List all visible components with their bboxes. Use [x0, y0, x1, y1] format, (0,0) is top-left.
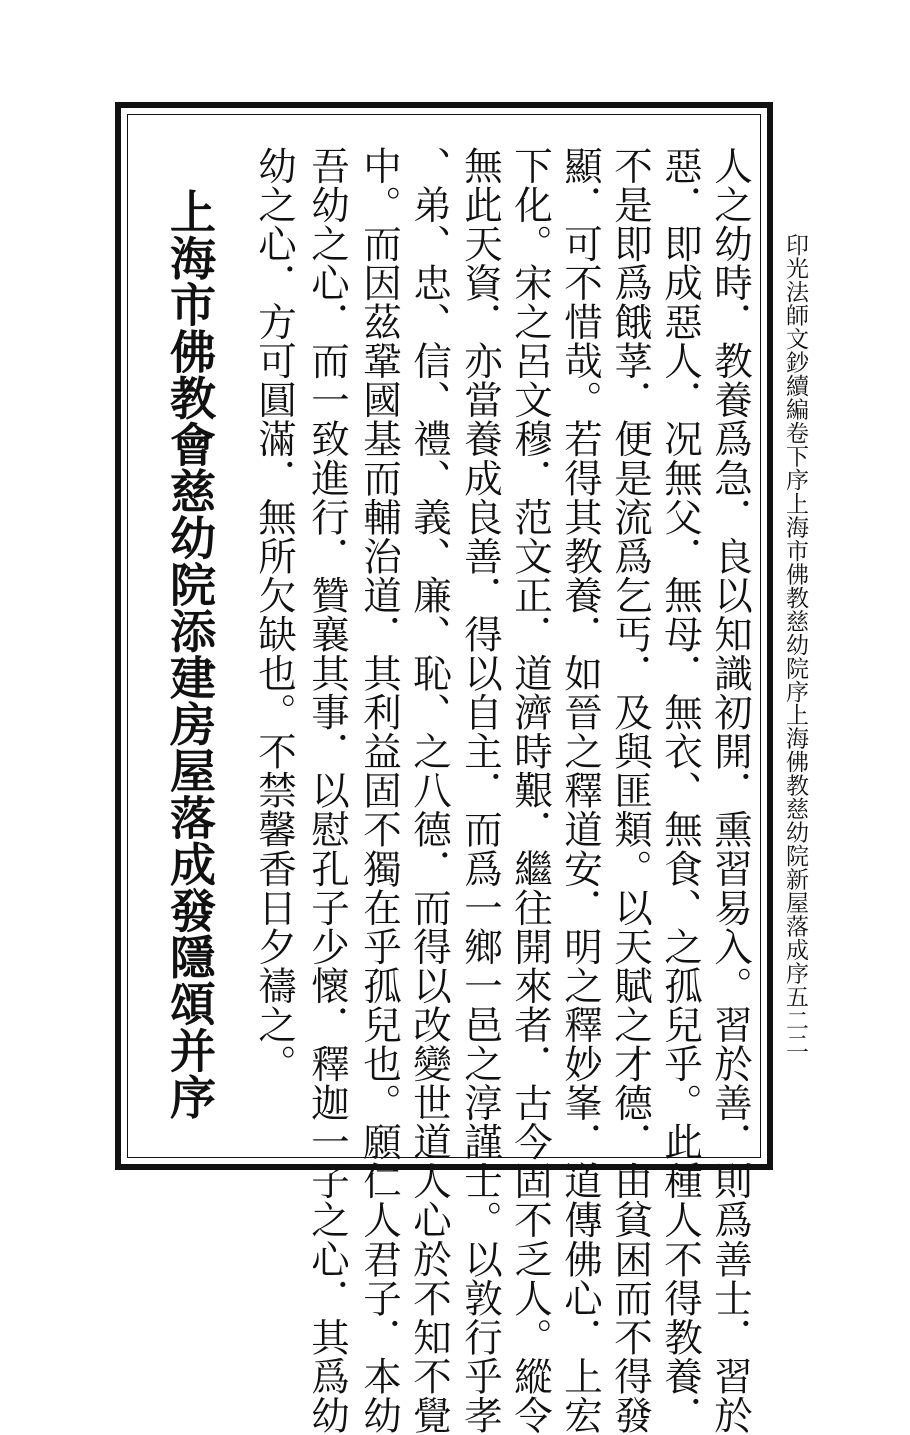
body-column-7: 、弟、忠、信、禮、義、廉、恥、之八德．而得以改變世道人心於不知不覺 [407, 146, 452, 1435]
body-column-4: 顯．可不惜哉。若得其教養．如晉之釋道安．明之釋妙峯．道傳佛心．上宏 [558, 146, 603, 1435]
body-column-6: 無此天資．亦當養成良善．得以自主．而爲一鄉一邑之淳謹士。以敦行乎孝 [458, 146, 503, 1435]
running-header [780, 233, 806, 1056]
body-column-1: 人之幼時．教養爲急．良以知識初開．熏習易入。習於善．則爲善士．習於 [708, 146, 753, 1435]
header-doc-title: 上海市佛教慈幼院序 [782, 491, 808, 703]
section-title: 上海市佛教會慈幼院添建房屋落成發隱頌并序 [163, 188, 217, 1120]
header-section: 序 [782, 468, 808, 492]
body-column-10: 幼之心．方可圓滿．無所欠缺也。不禁馨香日夕禱之。 [252, 146, 297, 1084]
body-column-9: 吾幼之心．而一致進行．贊襄其事．以慰孔子少懷．釋迦一子之心．其爲幼 [305, 146, 350, 1435]
header-book: 印光法師文鈔續編卷下 [782, 233, 808, 468]
body-column-5: 下化。宋之呂文穆．范文正．道濟時艱．繼往開來者．古今固不乏人。縱令 [508, 146, 553, 1435]
body-column-2: 惡．即成惡人．况無父．無母．無衣、無食、之孤兒乎。此種人不得教養． [658, 146, 703, 1435]
body-column-8: 中。而因茲鞏國基而輔治道．其利益固不獨在乎孤兒也。願仁人君子．本幼 [357, 146, 402, 1435]
body-column-3: 不是即爲餓莩．便是流爲乞丐．及與匪類。以天賦之才德．由貧困而不得發 [608, 146, 653, 1435]
header-next-title: 上海佛教慈幼院新屋落成序 [782, 703, 808, 985]
header-page-number: 五二二 [782, 985, 808, 1056]
